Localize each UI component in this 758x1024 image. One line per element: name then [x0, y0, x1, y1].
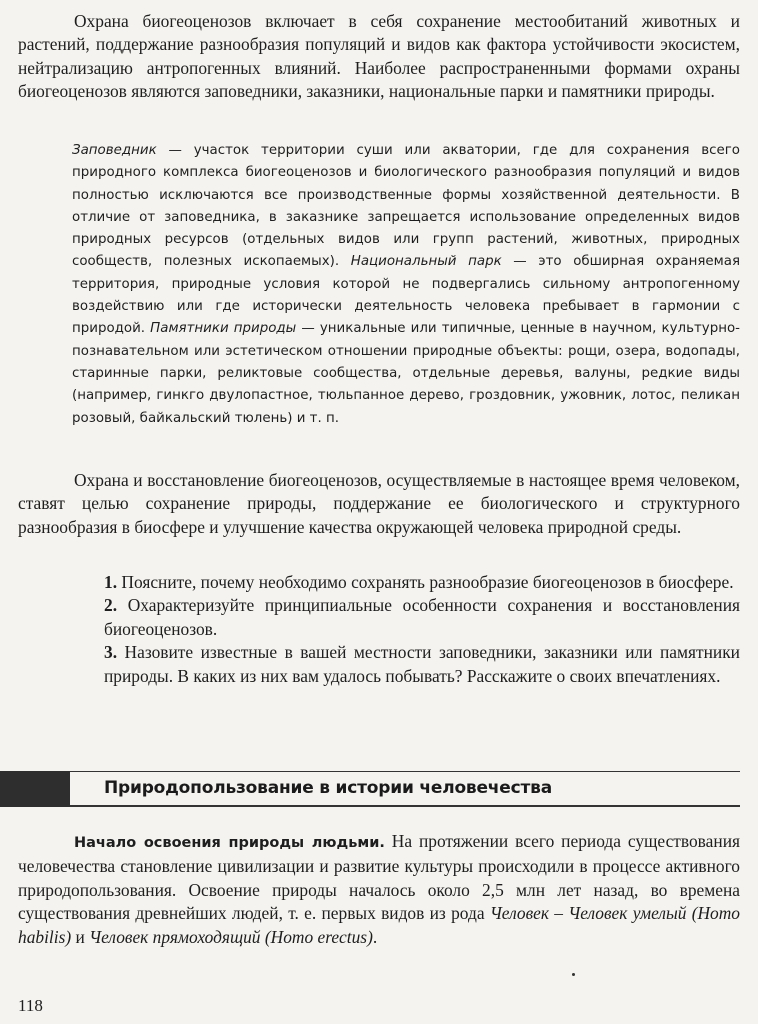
history-paragraph: [18, 830, 740, 949]
definitions-note: [72, 140, 740, 430]
restoration-paragraph: Охрана и восстановление биогеоценозов, осуществляемые в настоящее время человеком, ставят целью сохранение природы, поддержание ее биологического и структурного разнообразия в биосфере и улучшение качества окружающей человека природной среды.: [18, 470, 740, 537]
banner-shade: [0, 771, 70, 807]
question-text: Охарактеризуйте принципиальные особенности сохранения и восстановления биогеоценозов.: [104, 595, 740, 639]
questions-list: [104, 571, 740, 688]
question-number: 2.: [104, 595, 118, 616]
banner-bottom-rule: [70, 805, 740, 807]
definition-national-park: — это обширная охраняемая территория, природные условия которой не подвергались сильному антропогенному воздействию или где исторически деятельность человека пребывает в гармонии с природой.: [72, 254, 741, 337]
question-text: Поясните, почему необходимо сохранять разнообразие биогеоценозов в биосфере.: [117, 572, 734, 592]
question-text: Назовите известные в вашей местности заповедники, заказники или памятники природы. В каких из них вам удалось побывать? Расскажите о своих впечатлениях.: [104, 642, 740, 686]
question-number: 3.: [104, 642, 118, 663]
question-item: [104, 594, 740, 641]
definition-zapovednik: — участок территории суши или акватории, где для сохранения всего природного комплекса биогеоценозов и биологического разнообразия популяций и видов полностью исключаются все производственные формы хозяйственной деятельности. В отличие от заповедника, в заказнике запрещается использование определенных видов природных ресурсов (отдельных видов или групп растений, животных, природных сообществ, полезных ископаемых).: [72, 143, 740, 270]
paragraph-lead: Начало освоения природы людьми.: [74, 835, 385, 851]
speck: [572, 973, 575, 976]
term-nature-monuments: Памятники природы: [150, 321, 297, 337]
paragraph-body: На протяжении всего периода существования человечества становление цивилизации и развитие культуры происходили в процессе активного природопользования. Освоение природы началось около 2,5 млн лет назад, во времена существования древнейших людей, т. е. первых видов из рода: [18, 831, 740, 924]
species-homo-erectus: Человек прямоходящий (Homo erectus): [89, 926, 373, 947]
conjunction: и: [71, 926, 90, 947]
section-banner: [0, 771, 740, 807]
intro-paragraph: Охрана биогеоценозов включает в себя сохранение местообитаний животных и растений, поддержание разнообразия популяций и видов как фактора устойчивости экосистем, нейтрализацию антропогенных влияний. Наиболее распространенными формами охраны биогеоценозов являются заповедники, заказники, национальные парки и памятники природы.: [18, 11, 740, 102]
page-number: 118: [18, 996, 43, 1015]
banner-top-rule: [70, 771, 740, 772]
paragraph-end: .: [372, 926, 378, 947]
definition-nature-monuments: — уникальные или типичные, ценные в научном, культурно-познавательном или эстетическом отношении природные объекты: рощи, озера, водопады, старинные парки, реликтовые сообщества, отдельные деревья, валуны, редкие виды (например, гинкго двулопастное, тюльпанное дерево, гроздовник, ужовник, лотос, пеликан розовый, байкальский тюлень) и т. п.: [72, 321, 740, 426]
question-item: [104, 571, 740, 594]
question-number: 1.: [104, 572, 118, 592]
term-zapovednik: Заповедник: [72, 143, 157, 158]
term-national-park: Национальный парк: [350, 254, 502, 270]
species-homo-habilis: Человек – Человек умелый (Homo habilis): [18, 903, 741, 947]
question-item: [104, 641, 740, 688]
section-title: Природопользование в истории человечества: [104, 778, 552, 798]
